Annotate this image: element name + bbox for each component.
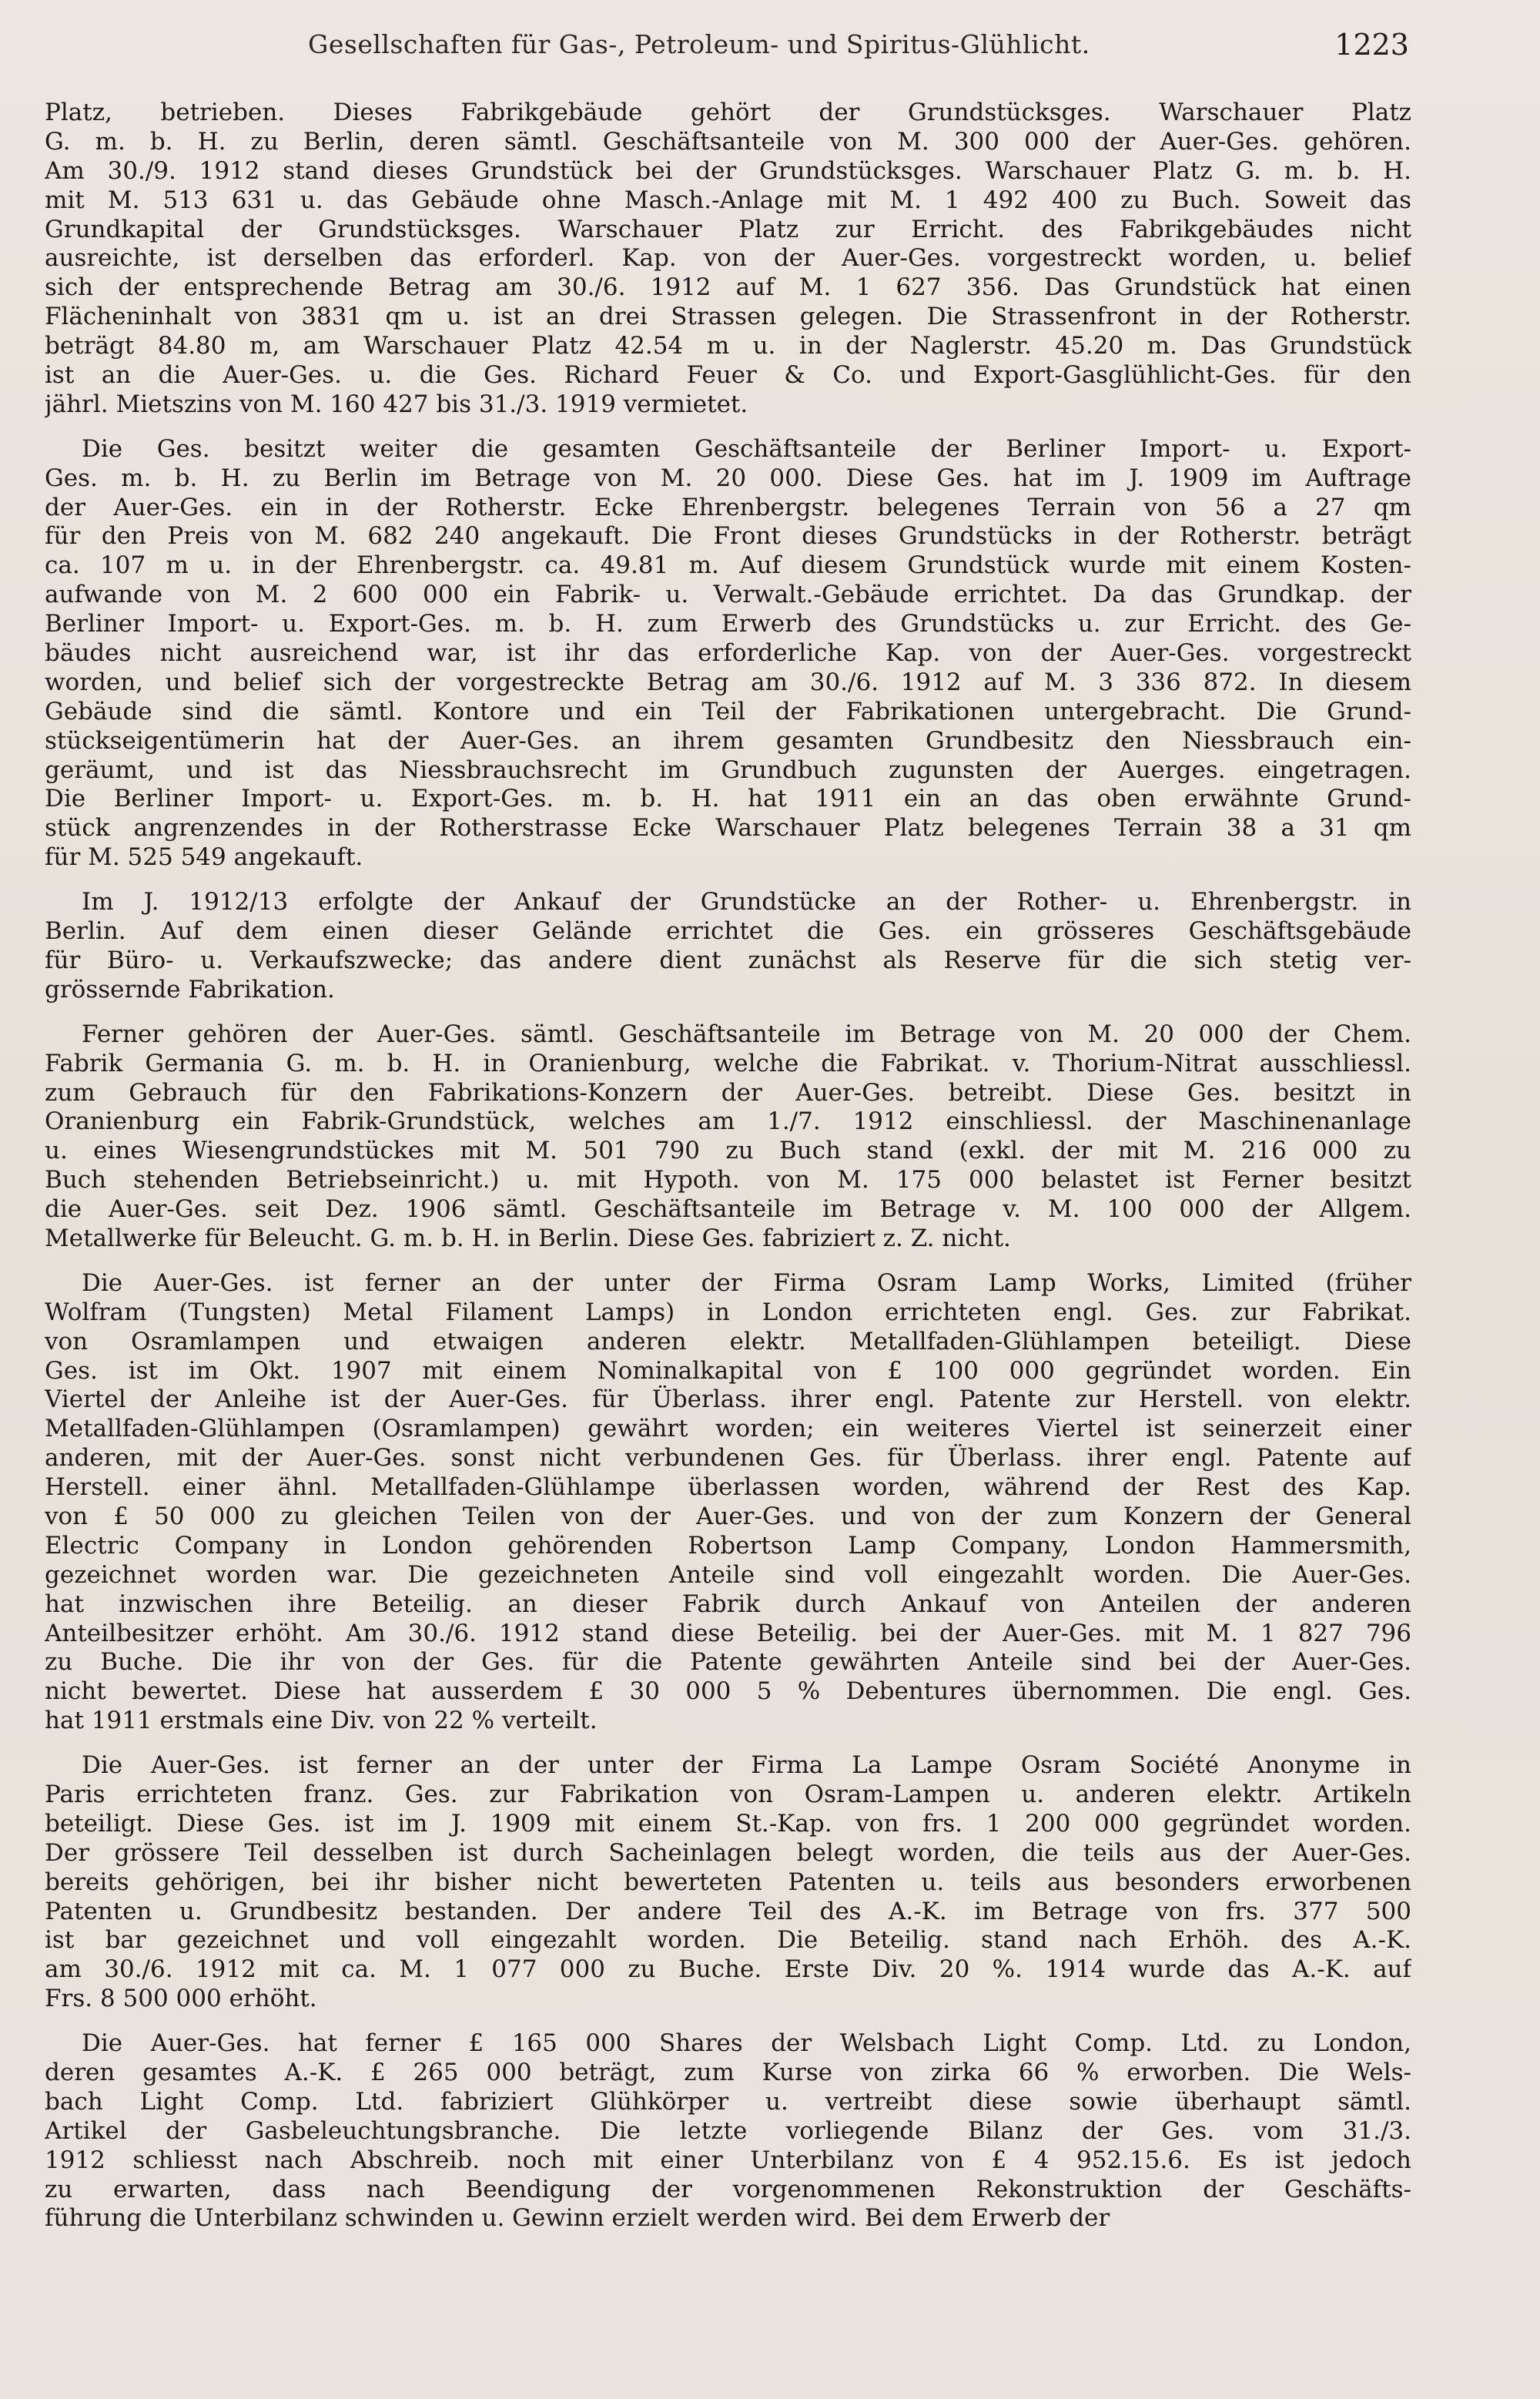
text-line: geräumt, und ist das Niessbrauchsrecht im Grundbuch zugunsten der Auerges. eingetragen. xyxy=(45,756,1411,784)
text-line: Berlin. Auf dem einen dieser Gelände errichtet die Ges. ein grösseres Geschäftsgebäude xyxy=(45,917,1411,946)
text-line: stückseigentümerin hat der Auer-Ges. an ihrem gesamten Grundbesitz den Niessbrauch ein- xyxy=(45,726,1411,755)
paragraph xyxy=(45,1269,1411,1736)
text-line: mit M. 513 631 u. das Gebäude ohne Masch.-Anlage mit M. 1 492 400 zu Buch. Soweit das xyxy=(45,186,1411,214)
paragraph xyxy=(45,99,1411,420)
text-line: anderen, mit der Auer-Ges. sonst nicht verbundenen Ges. für Überlass. ihrer engl. Patente auf xyxy=(45,1444,1411,1473)
paragraph-gap xyxy=(45,873,1411,888)
text-line: führung die Unterbilanz schwinden u. Gewinn erzielt werden wird. Bei dem Erwerb der xyxy=(45,2204,1110,2233)
text-line: für den Preis von M. 682 240 angekauft. Die Front dieses Grundstücks in der Rotherstr. beträgt xyxy=(45,522,1411,551)
text-line: der Auer-Ges. ein in der Rotherstr. Ecke Ehrenbergstr. belegenes Terrain von 56 a 27 qm xyxy=(45,493,1411,521)
text-line: worden, und belief sich der vorgestreckte Betrag am 30./6. 1912 auf M. 3 336 872. In diesem xyxy=(45,668,1411,696)
text-line: ca. 107 m u. in der Ehrenbergstr. ca. 49.81 m. Auf diesem Grundstück wurde mit einem Kosten- xyxy=(45,551,1411,580)
text-line: Grundkapital der Grundstücksges. Warschauer Platz zur Erricht. des Fabrikgebäudes nicht xyxy=(45,215,1411,243)
text-line: am 30./6. 1912 mit ca. M. 1 077 000 zu Buche. Erste Div. 20 %. 1914 wurde das A.-K. auf xyxy=(45,1955,1411,1984)
text-line: Die Auer-Ges. ist ferner an der unter der Firma Osram Lamp Works, Limited (früher xyxy=(82,1268,1411,1297)
text-line: Oranienburg ein Fabrik-Grundstück, welches am 1./7. 1912 einschliessl. der Maschinenanlage xyxy=(45,1107,1411,1136)
text-line: Ges. ist im Okt. 1907 mit einem Nominalkapital von £ 100 000 gegründet worden. Ein xyxy=(45,1356,1411,1385)
text-line: Viertel der Anleihe ist der Auer-Ges. für Überlass. ihrer engl. Patente zur Herstell. von elektr. xyxy=(45,1385,1411,1414)
page-number: 1223 xyxy=(1334,28,1409,62)
text-line: stück angrenzendes in der Rotherstrasse Ecke Warschauer Platz belegenes Terrain 38 a 31 qm xyxy=(45,814,1411,843)
text-line: beteiligt. Diese Ges. ist im J. 1909 mit einem St.-Kap. von frs. 1 200 000 gegründet worden. xyxy=(45,1809,1411,1838)
page-header xyxy=(0,29,1540,75)
paragraph xyxy=(45,1020,1411,1254)
text-line: ausreichte, ist derselben das erforderl. Kap. von der Auer-Ges. vorgestreckt worden, u. belief xyxy=(45,244,1411,273)
text-line: Herstell. einer ähnl. Metallfaden-Glühlampe überlassen worden, während der Rest des Kap. xyxy=(45,1473,1411,1502)
text-line: zu erwarten, dass nach Beendigung der vorgenommenen Rekonstruktion der Geschäfts- xyxy=(45,2175,1411,2203)
text-line: u. eines Wiesengrundstückes mit M. 501 790 zu Buch stand (exkl. der mit M. 216 000 zu xyxy=(45,1137,1411,1165)
text-line: Ferner gehören der Auer-Ges. sämtl. Geschäftsanteile im Betrage von M. 20 000 der Chem. xyxy=(82,1020,1411,1048)
text-line: Paris errichteten franz. Ges. zur Fabrikation von Osram-Lampen u. anderen elektr. Artikeln xyxy=(45,1780,1411,1808)
text-line: von £ 50 000 zu gleichen Teilen von der Auer-Ges. und von der zum Konzern der General xyxy=(45,1502,1411,1530)
text-line: gezeichnet worden war. Die gezeichneten Anteile sind voll eingezahlt worden. Die Auer-Ges. xyxy=(45,1560,1411,1589)
text-line: 1912 schliesst nach Abschreib. noch mit einer Unterbilanz von £ 4 952.15.6. Es ist jedoch xyxy=(45,2146,1411,2174)
paragraph-gap xyxy=(45,1254,1411,1269)
text-line: die Auer-Ges. seit Dez. 1906 sämtl. Geschäftsanteile im Betrage v. M. 100 000 der Allgem. xyxy=(45,1195,1411,1224)
text-line: jährl. Mietszins von M. 160 427 bis 31./3. 1919 vermietet. xyxy=(45,390,748,418)
paragraph xyxy=(45,888,1411,1005)
text-line: sich der entsprechende Betrag am 30./6. 1912 auf M. 1 627 356. Das Grundstück hat einen xyxy=(45,273,1411,302)
text-line: hat 1911 erstmals eine Div. von 22 % verteilt. xyxy=(45,1707,598,1735)
text-line: Die Ges. besitzt weiter die gesamten Geschäftsanteile der Berliner Import- u. Export- xyxy=(82,434,1411,463)
text-line: Gebäude sind die sämtl. Kontore und ein Teil der Fabrikationen untergebracht. Die Grund- xyxy=(45,697,1411,725)
paragraph-gap xyxy=(45,2014,1411,2029)
text-line: Im J. 1912/13 erfolgte der Ankauf der Grundstücke an der Rother- u. Ehrenbergstr. in xyxy=(82,888,1411,916)
text-line: bach Light Comp. Ltd. fabriziert Glühkörper u. vertreibt diese sowie überhaupt sämtl. xyxy=(45,2087,1411,2116)
text-line: von Osramlampen und etwaigen anderen elektr. Metallfaden-Glühlampen beteiligt. Diese xyxy=(45,1327,1411,1355)
text-line: Die Auer-Ges. hat ferner £ 165 000 Shares der Welsbach Light Comp. Ltd. zu London, xyxy=(82,2029,1411,2058)
paragraph xyxy=(45,435,1411,873)
text-line: grössernde Fabrikation. xyxy=(45,975,335,1003)
text-line: G. m. b. H. zu Berlin, deren sämtl. Geschäftsanteile von M. 300 000 der Auer-Ges. gehören. xyxy=(45,127,1411,156)
text-line: ist an die Auer-Ges. u. die Ges. Richard Feuer & Co. und Export-Gasglühlicht-Ges. für den xyxy=(45,361,1411,390)
text-line: Ges. m. b. H. zu Berlin im Betrage von M. 20 000. Diese Ges. hat im J. 1909 im Auftrage xyxy=(45,464,1411,492)
text-line: zu Buche. Die ihr von der Ges. für die Patente gewährten Anteile sind bei der Auer-Ges. xyxy=(45,1648,1411,1677)
text-line: deren gesamtes A.-K. £ 265 000 beträgt, zum Kurse von zirka 66 % erworben. Die Wels- xyxy=(45,2059,1411,2086)
paragraph xyxy=(45,1751,1411,2014)
text-line: Anteilbesitzer erhöht. Am 30./6. 1912 stand diese Beteilig. bei der Auer-Ges. mit M. 1 827 796 xyxy=(45,1619,1411,1647)
text-line: zum Gebrauch für den Fabrikations-Konzern der Auer-Ges. betreibt. Diese Ges. besitzt in xyxy=(45,1078,1411,1107)
text-line: Buch stehenden Betriebseinricht.) u. mit Hypoth. von M. 175 000 belastet ist Ferner besitzt xyxy=(45,1166,1411,1194)
text-line: hat inzwischen ihre Beteilig. an dieser Fabrik durch Ankauf von Anteilen der anderen xyxy=(45,1590,1411,1618)
paragraph-gap xyxy=(45,1005,1411,1020)
paragraph-gap xyxy=(45,1736,1411,1751)
paragraph xyxy=(45,2029,1411,2233)
text-line: nicht bewertet. Diese hat ausserdem £ 30 000 5 % Debentures übernommen. Die engl. Ges. xyxy=(45,1677,1411,1706)
text-line: Patenten u. Grundbesitz bestanden. Der andere Teil des A.-K. im Betrage von frs. 377 500 xyxy=(45,1897,1411,1925)
text-line: bereits gehörigen, bei ihr bisher nicht bewerteten Patenten u. teils aus besonders erworbenen xyxy=(45,1868,1411,1896)
text-line: Der grössere Teil desselben ist durch Sacheinlagen belegt worden, die teils aus der Auer-Ges. xyxy=(45,1838,1411,1867)
text-line: ist bar gezeichnet und voll eingezahlt worden. Die Beteilig. stand nach Erhöh. des A.-K. xyxy=(45,1926,1411,1955)
text-line: für Büro- u. Verkaufszwecke; das andere dient zunächst als Reserve für die sich stetig ver- xyxy=(45,946,1411,974)
text-line: Metallfaden-Glühlampen (Osramlampen) gewährt worden; ein weiteres Viertel ist seinerzeit einer xyxy=(45,1415,1411,1443)
text-line: Wolfram (Tungsten) Metal Filament Lamps) in London errichteten engl. Ges. zur Fabrikat. xyxy=(45,1298,1411,1326)
text-line: aufwande von M. 2 600 000 ein Fabrik- u. Verwalt.-Gebäude errichtet. Da das Grundkap. der xyxy=(45,581,1411,609)
text-line: Electric Company in London gehörenden Robertson Lamp Company, London Hammersmith, xyxy=(45,1531,1411,1560)
text-line: Flächeninhalt von 3831 qm u. ist an drei Strassen gelegen. Die Strassenfront in der Rotherstr. xyxy=(45,303,1411,331)
text-line: Platz, betrieben. Dieses Fabrikgebäude gehört der Grundstücksges. Warschauer Platz xyxy=(45,99,1411,126)
body-text xyxy=(45,99,1411,2233)
text-line: Metallwerke für Beleucht. G. m. b. H. in Berlin. Diese Ges. fabriziert z. Z. nicht. xyxy=(45,1224,1011,1252)
text-line: Berliner Import- u. Export-Ges. m. b. H. zum Erwerb des Grundstücks u. zur Erricht. des Ge- xyxy=(45,610,1411,638)
paragraph-gap xyxy=(45,420,1411,435)
text-line: beträgt 84.80 m, am Warschauer Platz 42.54 m u. in der Naglerstr. 45.20 m. Das Grundstück xyxy=(45,332,1411,360)
text-line: Artikel der Gasbeleuchtungsbranche. Die letzte vorliegende Bilanz der Ges. vom 31./3. xyxy=(45,2116,1411,2145)
text-line: Am 30./9. 1912 stand dieses Grundstück bei der Grundstücksges. Warschauer Platz G. m. b. H. xyxy=(45,156,1411,185)
text-line: Frs. 8 500 000 erhöht. xyxy=(45,1985,317,2013)
text-line: Die Auer-Ges. ist ferner an der unter der Firma La Lampe Osram Société Anonyme in xyxy=(82,1751,1411,1780)
text-line: für M. 525 549 angekauft. xyxy=(45,843,363,872)
running-title: Gesellschaften für Gas-, Petroleum- und Spiritus-Glühlicht. xyxy=(308,29,1090,59)
text-line: Fabrik Germania G. m. b. H. in Oranienburg, welche die Fabrikat. v. Thorium-Nitrat ausschliessl. xyxy=(45,1049,1411,1077)
text-line: Die Berliner Import- u. Export-Ges. m. b. H. hat 1911 ein an das oben erwähnte Grund- xyxy=(45,785,1411,813)
text-line: bäudes nicht ausreichend war, ist ihr das erforderliche Kap. von der Auer-Ges. vorgestreckt xyxy=(45,639,1411,668)
